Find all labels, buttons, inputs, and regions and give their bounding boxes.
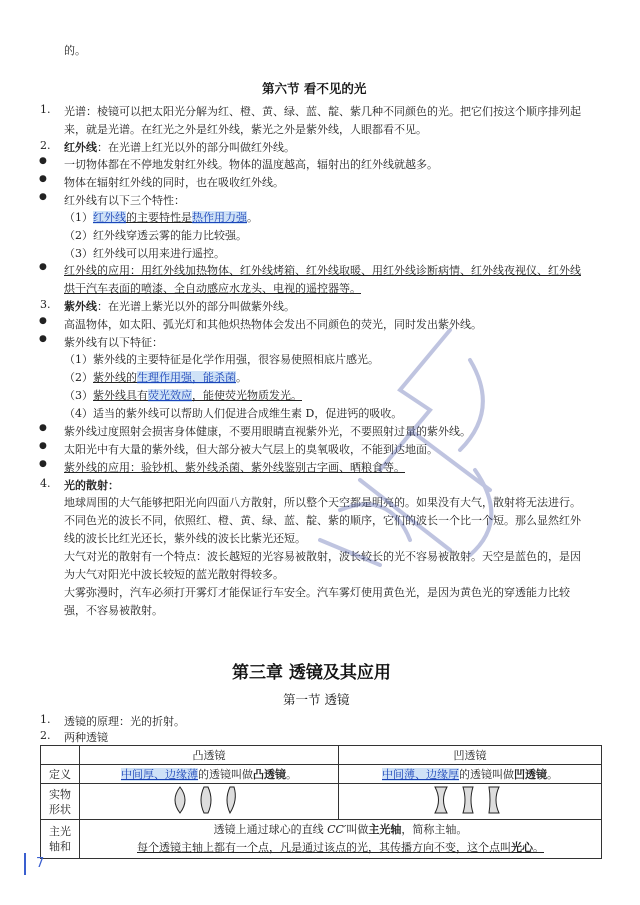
bullet-icon: ● bbox=[39, 441, 47, 451]
lens-comparison-table bbox=[40, 745, 602, 859]
bullet-text: 红外线的应用：用红外线加热物体、红外线烤箱、红外线取暖、用红外线诊断病情、红外线夜视仪、红外线 bbox=[64, 264, 581, 277]
chapter-title: 第三章 透镜及其应用 bbox=[232, 663, 391, 683]
infrared-definition bbox=[64, 139, 295, 155]
list-number: 2. bbox=[40, 729, 51, 742]
row-label-shape bbox=[41, 784, 80, 820]
bullet-icon: ● bbox=[39, 262, 47, 272]
page-number: 7 bbox=[36, 856, 45, 871]
axis-line bbox=[84, 821, 597, 839]
table-row bbox=[41, 746, 602, 765]
table-row bbox=[41, 820, 602, 859]
punctuation: 。 bbox=[236, 371, 247, 384]
row-label-line: 形状 bbox=[49, 802, 71, 816]
punctuation: 。 bbox=[286, 768, 297, 781]
convex-definition-cell bbox=[80, 765, 339, 784]
row-label-line: 轴和 bbox=[49, 840, 71, 853]
paragraph-line: 来，就是光谱。在红光之外是红外线，紫光之外是紫外线，人眼都看不见。 bbox=[64, 123, 427, 136]
property-line: （1）紫外线的主要特征是化学作用强，很容易使照相底片感光。 bbox=[64, 353, 379, 366]
term-label: 光的散射： bbox=[64, 479, 119, 492]
convex-lens-icon bbox=[164, 785, 254, 815]
property-index: （3） bbox=[64, 389, 93, 402]
column-header-convex: 凸透镜 bbox=[80, 746, 339, 765]
underlined-text: 紫外线具有 bbox=[93, 389, 148, 402]
paragraph-line: 不同色光的波长不同，依照红、橙、黄、绿、蓝、靛、紫的顺序，它们的波长一个比一个短。那么显然红外 bbox=[64, 514, 581, 527]
term-text: ：在光谱上紫光以外的部分叫做紫外线。 bbox=[97, 300, 295, 313]
bullet-icon: ● bbox=[39, 192, 47, 202]
bullet-text: 高温物体，如太阳、弧光灯和其他炽热物体会发出不同颜色的荧光，同时发出紫外线。 bbox=[64, 318, 482, 331]
ultraviolet-definition bbox=[64, 298, 295, 314]
table-row bbox=[41, 784, 602, 820]
bullet-icon: ● bbox=[39, 316, 47, 326]
property-line bbox=[64, 369, 247, 385]
list-number: 1. bbox=[40, 103, 51, 116]
bullet-icon: ● bbox=[39, 174, 47, 184]
paragraph-line: 强，不容易被散射。 bbox=[64, 604, 163, 617]
bullet-text: 太阳光中有大量的紫外线，但大部分被大气层上的臭氧吸收，不能到达地面。 bbox=[64, 443, 438, 456]
highlight-concave: 中间薄、边缘厚 bbox=[382, 768, 459, 781]
axis-text: 每个透镜主轴上都有一个点，凡是通过该点的光，其传播方向不变，这个点叫 bbox=[137, 841, 511, 854]
list-number: 4. bbox=[40, 477, 51, 490]
bullet-text: 一切物体都在不停地发射红外线。物体的温度越高，辐射出的红外线就越多。 bbox=[64, 158, 438, 171]
term-label: 红外线 bbox=[64, 141, 97, 154]
concave-lens-icon bbox=[425, 785, 515, 815]
paragraph-line: 两种透镜 bbox=[64, 731, 108, 744]
term-principal-axis: 主光轴 bbox=[368, 823, 402, 836]
definition-text: 的透镜叫做 bbox=[198, 768, 253, 781]
paragraph-line: 透镜的原理：光的折射。 bbox=[64, 715, 185, 728]
axis-symbol: CC′ bbox=[327, 823, 347, 836]
column-header-concave: 凹透镜 bbox=[339, 746, 602, 765]
bullet-text: 红外线有以下三个特性： bbox=[64, 194, 185, 207]
axis-text: ，简称主轴。 bbox=[401, 823, 468, 836]
bullet-icon: ● bbox=[39, 156, 47, 166]
optical-center-line bbox=[84, 839, 597, 857]
property-line: （4）适当的紫外线可以帮助人们促进合成维生素 D，促进钙的吸收。 bbox=[64, 407, 403, 420]
highlight-fluorescence: 荧光效应 bbox=[148, 389, 192, 402]
underlined-text: ，能使荧光物质发光。 bbox=[192, 389, 302, 402]
underlined-text: 紫外线的 bbox=[93, 371, 137, 384]
page-number-bar bbox=[24, 853, 26, 875]
row-label-axis bbox=[41, 820, 80, 859]
paragraph-line: 地球周围的大气能够把阳光向四面八方散射，所以整个天空都是明亮的。如果没有大气，散射将无法进行。 bbox=[64, 496, 581, 509]
term-concave: 凹透镜 bbox=[514, 768, 547, 781]
paragraph-line: 光谱：棱镜可以把太阳光分解为红、橙、黄、绿、蓝、靛、紫几种不同颜色的光。把它们按这个顺序排列起 bbox=[64, 105, 581, 118]
bullet-icon: ● bbox=[39, 334, 47, 344]
concave-definition-cell bbox=[339, 765, 602, 784]
definition-text: 的透镜叫做 bbox=[459, 768, 514, 781]
bullet-text-continued: 烘干汽车表面的喷漆、全自动感应水龙头、电视的遥控器等。 bbox=[64, 282, 361, 295]
highlight-heat: 热作用力强 bbox=[192, 211, 247, 224]
bullet-text: 紫外线的应用：验钞机、紫外线杀菌、紫外线鉴别古字画、晒粮食等。 bbox=[64, 461, 405, 474]
bullet-icon: ● bbox=[39, 423, 47, 433]
term-text: ：在光谱上红光以外的部分叫做红外线。 bbox=[97, 141, 295, 154]
row-label-line: 主光 bbox=[49, 825, 71, 838]
bullet-text: 紫外线过度照射会损害身体健康，不要用眼睛直视紫外光，不要照射过量的紫外线。 bbox=[64, 425, 471, 438]
term-label: 紫外线 bbox=[64, 300, 97, 313]
axis-description-cell bbox=[80, 820, 602, 859]
highlight-infrared: 红外线 bbox=[93, 211, 126, 224]
watermark-logo bbox=[300, 320, 520, 570]
list-number: 3. bbox=[40, 298, 51, 311]
property-index: （1） bbox=[64, 211, 93, 224]
row-label-line: 实物 bbox=[49, 787, 71, 801]
row-label-definition: 定义 bbox=[41, 765, 80, 784]
punctuation: 。 bbox=[247, 211, 258, 224]
punctuation: 。 bbox=[547, 768, 558, 781]
bullet-text: 紫外线有以下特征： bbox=[64, 336, 163, 349]
property-line: （2）红外线穿透云雾的能力比较强。 bbox=[64, 229, 247, 242]
punctuation: 。 bbox=[533, 841, 544, 854]
highlight-sterilize: 生理作用强，能杀菌 bbox=[137, 371, 236, 384]
concave-shape-cell bbox=[339, 784, 602, 820]
table-corner-cell bbox=[41, 746, 80, 765]
list-number: 1. bbox=[40, 713, 51, 726]
property-index: （2） bbox=[64, 371, 93, 384]
term-convex: 凸透镜 bbox=[253, 768, 286, 781]
highlight-convex: 中间厚、边缘薄 bbox=[121, 768, 198, 781]
underlined-text: 的主要特性是 bbox=[126, 211, 192, 224]
axis-text: 叫做 bbox=[346, 823, 369, 836]
bullet-icon: ● bbox=[39, 459, 47, 469]
table-row bbox=[41, 765, 602, 784]
paragraph-line: 线的波长比红光还长，紫外线的波长比紫光还短。 bbox=[64, 532, 306, 545]
paragraph-line: 大雾弥漫时，汽车必须打开雾灯才能保证行车安全。汽车雾灯使用黄色光，是因为黄色光的穿透能力比较 bbox=[64, 586, 570, 599]
list-number: 2. bbox=[40, 139, 51, 152]
axis-text: 透镜上通过球心的直线 bbox=[213, 823, 328, 836]
property-line: （3）红外线可以用来进行遥控。 bbox=[64, 247, 225, 260]
property-line bbox=[64, 387, 302, 403]
property-line bbox=[64, 209, 258, 225]
paragraph-line: 为大气对阳光中波长较短的蓝光散射得较多。 bbox=[64, 568, 284, 581]
top-fragment: 的。 bbox=[64, 44, 86, 57]
paragraph-line: 大气对光的散射有一个特点：波长越短的光容易被散射，波长较长的光不容易被散射。天空是蓝色的，是因 bbox=[64, 550, 581, 563]
bullet-text: 物体在辐射红外线的同时，也在吸收红外线。 bbox=[64, 176, 284, 189]
section-title: 第六节 看不见的光 bbox=[262, 81, 367, 96]
convex-shape-cell bbox=[80, 784, 339, 820]
term-optical-center: 光心 bbox=[511, 841, 533, 854]
section-title: 第一节 透镜 bbox=[283, 692, 350, 707]
